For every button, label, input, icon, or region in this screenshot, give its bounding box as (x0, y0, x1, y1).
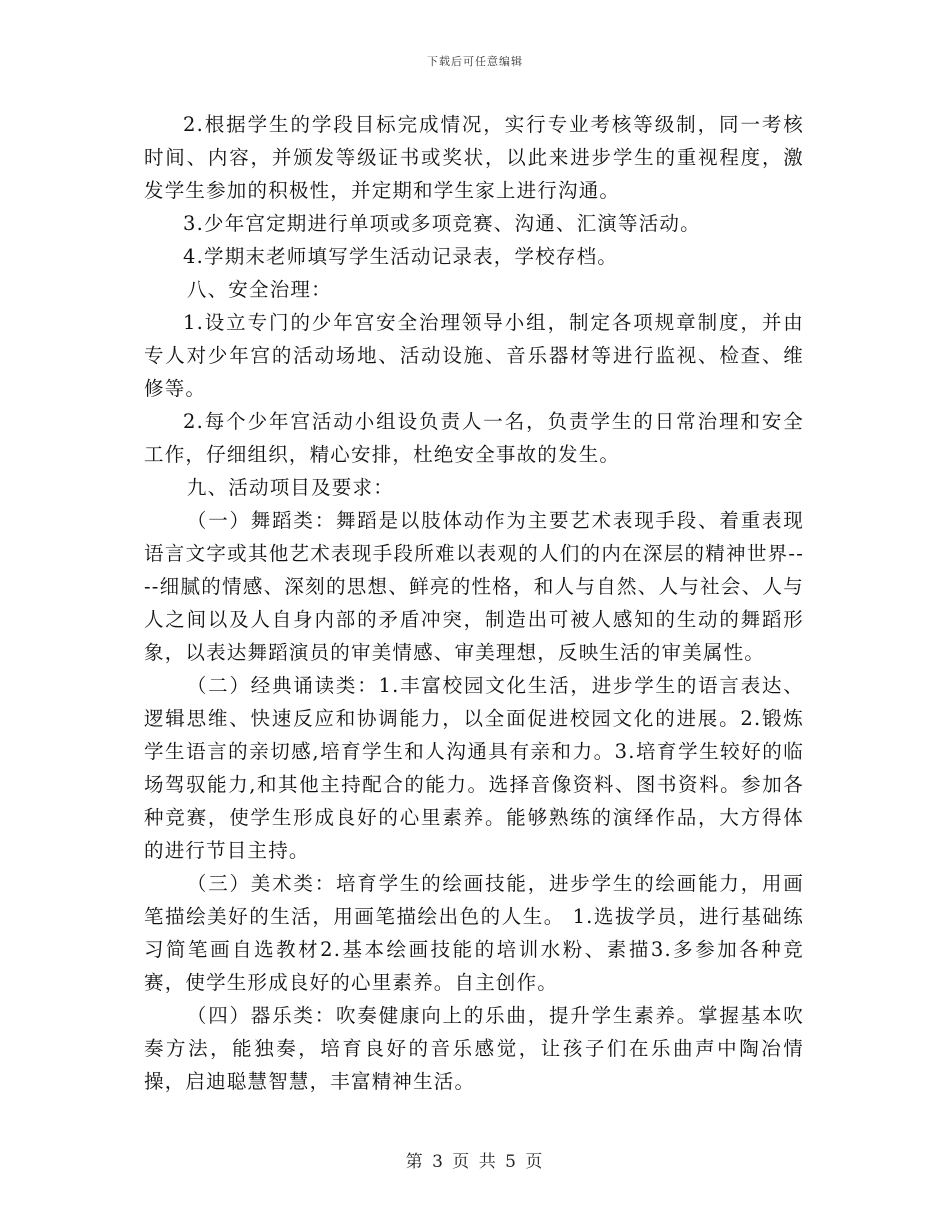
paragraph-recitation: （二）经典诵读类：1.丰富校园文化生活，进步学生的语言表达、逻辑思维、快速反应和协调能力，以全面促进校园文化的进展。2.锻炼学生语言的亲切感,培育学生和人沟通具有亲和力。3.培育学生较好的临场驾驭能力,和其他主持配合的能力。选择音像资料、图书资料。参加各种竞赛，使学生形成良好的心里素养。能够熟练的演绎作品，大方得体的进行节目主持。 (144, 674, 804, 862)
paragraph-instrumental-music: （四）器乐类：吹奏健康向上的乐曲，提升学生素养。掌握基本吹奏方法，能独奏，培育良好的音乐感觉，让孩子们在乐曲声中陶冶情操，启迪聪慧智慧，丰富精神生活。 (144, 1004, 804, 1093)
paragraph-safety-group: 1.设立专门的少年宫安全治理领导小组，制定各项规章制度，并由专人对少年宫的活动场地、活动设施、音乐器材等进行监视、检查、维修等。 (144, 311, 804, 400)
paragraph-competitions: 3.少年宫定期进行单项或多项竞赛、沟通、汇演等活动。 (183, 212, 701, 235)
document-body (144, 108, 804, 1098)
paragraph-group-leader: 2.每个少年宫活动小组设负责人一名，负责学生的日常治理和安全工作，仔细组织，精心安排，杜绝安全事故的发生。 (144, 410, 804, 466)
paragraph-dance: （一）舞蹈类：舞蹈是以肢体动作为主要艺术表现手段、着重表现语言文字或其他艺术表现手段所难以表观的人们的内在深层的精神世界----细腻的情感、深刻的思想、鲜亮的性格，和人与自然、人与社会、人与人之间以及人自身内部的矛盾冲突，制造出可被人感知的生动的舞蹈形象，以表达舞蹈演员的审美情感、审美理想，反映生活的审美属性。 (144, 509, 804, 664)
paragraph-art: （三）美术类：培育学生的绘画技能，进步学生的绘画能力，用画笔描绘美好的生活，用画笔描绘出色的人生。 1.选拔学员，进行基础练习简笔画自选教材2.基本绘画技能的培训水粉、素描3.多参加各种竞赛，使学生形成良好的心里素养。自主创作。 (144, 872, 804, 994)
paragraph-activity-records: 4.学期末老师填写学生活动记录表，学校存档。 (183, 245, 619, 268)
page-number-footer: 第 3 页 共 5 页 (405, 1152, 545, 1172)
section-heading-safety: 八、安全治理： (186, 278, 332, 301)
section-heading-activities: 九、活动项目及要求： (186, 476, 394, 499)
paragraph-assessment-grading: 2.根据学生的学段目标完成情况，实行专业考核等级制，同一考核时间、内容，并颁发等级证书或奖状，以此来进步学生的重视程度，激发学生参加的积极性，并定期和学生家上进行沟通。 (144, 113, 804, 202)
page-header: 下载后可任意编辑 (427, 55, 523, 68)
